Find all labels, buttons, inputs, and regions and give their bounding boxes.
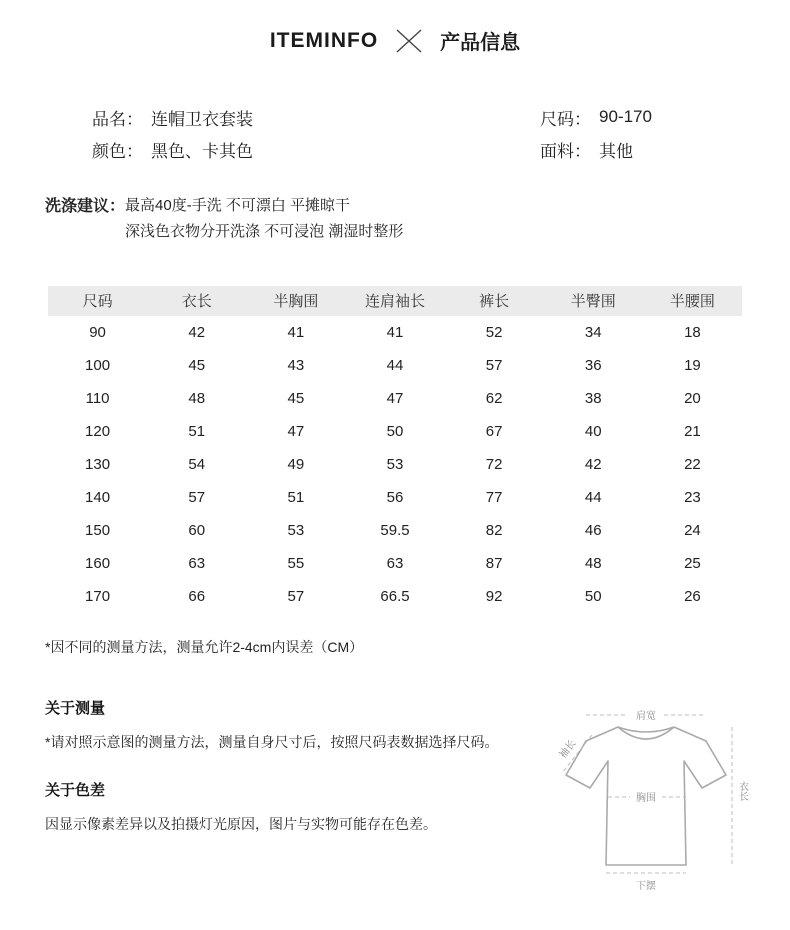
product-info-left-column — [0, 101, 420, 165]
table-row — [48, 349, 742, 382]
hem-label: 下摆 — [636, 881, 656, 892]
table-cell: 59.5 — [380, 521, 410, 539]
table-cell: 140 — [85, 488, 111, 506]
table-cell: 48 — [584, 554, 602, 572]
table-header-cell: 半臀围 — [544, 286, 643, 316]
table-cell: 120 — [85, 422, 111, 440]
wash-advice — [45, 193, 790, 246]
table-cell: 63 — [386, 554, 404, 572]
table-cell: 92 — [485, 587, 503, 605]
table-cell: 90 — [89, 323, 106, 341]
product-info — [0, 101, 790, 165]
field-label: 尺码： — [540, 109, 591, 129]
field-label: 颜色： — [92, 141, 143, 161]
table-header-cell: 裤长 — [445, 286, 544, 316]
table-row — [48, 382, 742, 415]
table-cell: 40 — [584, 422, 602, 440]
table-cell: 77 — [485, 488, 503, 506]
table-cell: 63 — [188, 554, 206, 572]
table-cell: 52 — [485, 323, 503, 341]
product-size-row — [540, 101, 790, 133]
table-cell: 34 — [584, 323, 602, 341]
product-color-row — [92, 133, 420, 165]
table-cell: 130 — [85, 455, 111, 473]
sleeve-length-label: 袖长 — [557, 738, 579, 761]
table-cell: 38 — [584, 389, 602, 407]
table-cell: 45 — [287, 389, 305, 407]
table-cell: 53 — [386, 455, 404, 473]
x-divider-icon — [394, 29, 424, 53]
measure-text: *请对照示意图的测量方法，测量自身尺寸后，按照尺码表数据选择尺码。 — [45, 733, 499, 750]
table-cell: 48 — [188, 389, 206, 407]
table-cell: 150 — [85, 521, 111, 539]
table-cell: 23 — [684, 488, 701, 506]
field-label: 面料： — [540, 141, 591, 161]
product-fabric-row — [540, 133, 790, 165]
table-cell: 55 — [287, 554, 305, 572]
table-cell: 36 — [584, 356, 602, 374]
table-cell: 25 — [684, 554, 701, 572]
table-cell: 170 — [85, 587, 111, 605]
table-cell: 50 — [386, 422, 404, 440]
wash-line-1: 最高40度-手洗 不可漂白 平摊晾干 — [125, 197, 351, 214]
table-cell: 67 — [485, 422, 503, 440]
table-cell: 46 — [584, 521, 602, 539]
table-cell: 21 — [684, 422, 701, 440]
table-row — [48, 448, 742, 481]
table-header-cell: 半腰围 — [643, 286, 742, 316]
table-cell: 19 — [684, 356, 701, 374]
table-cell: 49 — [287, 455, 305, 473]
shoulder-width-label: 肩宽 — [636, 711, 656, 722]
table-cell: 82 — [485, 521, 503, 539]
table-cell: 160 — [85, 554, 111, 572]
color-difference-text: 因显示像素差异以及拍摄灯光原因，图片与实物可能存在色差。 — [45, 815, 437, 832]
field-value: 黑色、卡其色 — [151, 141, 253, 161]
wash-line-2: 深浅色衣物分开洗涤 不可浸泡 潮湿时整形 — [125, 223, 404, 241]
table-cell: 57 — [188, 488, 206, 506]
garment-length-label: 衣长 — [736, 781, 748, 801]
tshirt-collar — [618, 727, 674, 732]
page-header — [0, 0, 790, 55]
table-header-cell: 连肩袖长 — [345, 286, 444, 316]
table-cell: 51 — [287, 488, 305, 506]
table-cell: 24 — [684, 521, 701, 539]
table-cell: 62 — [485, 389, 503, 407]
table-cell: 72 — [485, 455, 503, 473]
table-cell: 57 — [287, 587, 305, 605]
table-cell: 60 — [188, 521, 206, 539]
field-value: 连帽卫衣套装 — [151, 109, 253, 129]
header-title-en: ITEMINFO — [269, 28, 379, 52]
table-cell: 42 — [188, 323, 206, 341]
size-table-body — [48, 316, 742, 613]
header-title-zh: 产品信息 — [440, 32, 521, 54]
table-cell: 57 — [485, 356, 503, 374]
table-cell: 87 — [485, 554, 503, 572]
size-table-header-row — [48, 286, 742, 316]
table-cell: 43 — [287, 356, 305, 374]
chest-label: 胸围 — [636, 793, 656, 804]
field-value: 90-170 — [599, 107, 652, 126]
table-cell: 110 — [85, 389, 110, 407]
size-table — [48, 286, 742, 613]
table-row — [48, 415, 742, 448]
table-row — [48, 547, 742, 580]
product-name-row — [92, 101, 420, 133]
table-cell: 56 — [386, 488, 404, 506]
table-row — [48, 580, 742, 613]
table-cell: 66.5 — [380, 587, 410, 605]
table-row — [48, 514, 742, 547]
table-header-cell: 半胸围 — [246, 286, 345, 316]
table-cell: 54 — [188, 455, 206, 473]
table-row — [48, 316, 742, 349]
field-value: 其他 — [599, 141, 633, 161]
tshirt-measurement-diagram — [540, 693, 752, 905]
table-cell: 45 — [188, 356, 206, 374]
table-header-cell: 衣长 — [147, 286, 246, 316]
table-cell: 18 — [684, 323, 701, 341]
table-cell: 100 — [85, 356, 111, 374]
table-cell: 66 — [188, 587, 206, 605]
table-cell: 44 — [386, 356, 404, 374]
table-header-cell: 尺码 — [48, 286, 147, 316]
product-info-right-column — [420, 101, 790, 165]
wash-advice-label: 洗涤建议： — [45, 198, 126, 215]
table-cell: 50 — [584, 587, 602, 605]
table-row — [48, 481, 742, 514]
section-title-color: 关于色差 — [45, 781, 106, 799]
field-label: 品名： — [92, 109, 143, 129]
wash-advice-lines — [125, 193, 403, 246]
table-cell: 26 — [684, 587, 701, 605]
table-cell: 41 — [287, 323, 305, 341]
table-cell: 41 — [386, 323, 404, 341]
table-cell: 47 — [386, 389, 404, 407]
table-cell: 42 — [584, 455, 602, 473]
table-cell: 47 — [287, 422, 305, 440]
tolerance-note: *因不同的测量方法，测量允许2-4cm内误差（CM） — [45, 638, 364, 655]
table-cell: 44 — [584, 488, 602, 506]
section-title-measure: 关于测量 — [45, 699, 106, 717]
table-cell: 53 — [287, 521, 305, 539]
table-cell: 51 — [188, 422, 206, 440]
table-cell: 20 — [684, 389, 701, 407]
table-cell: 22 — [684, 455, 701, 473]
